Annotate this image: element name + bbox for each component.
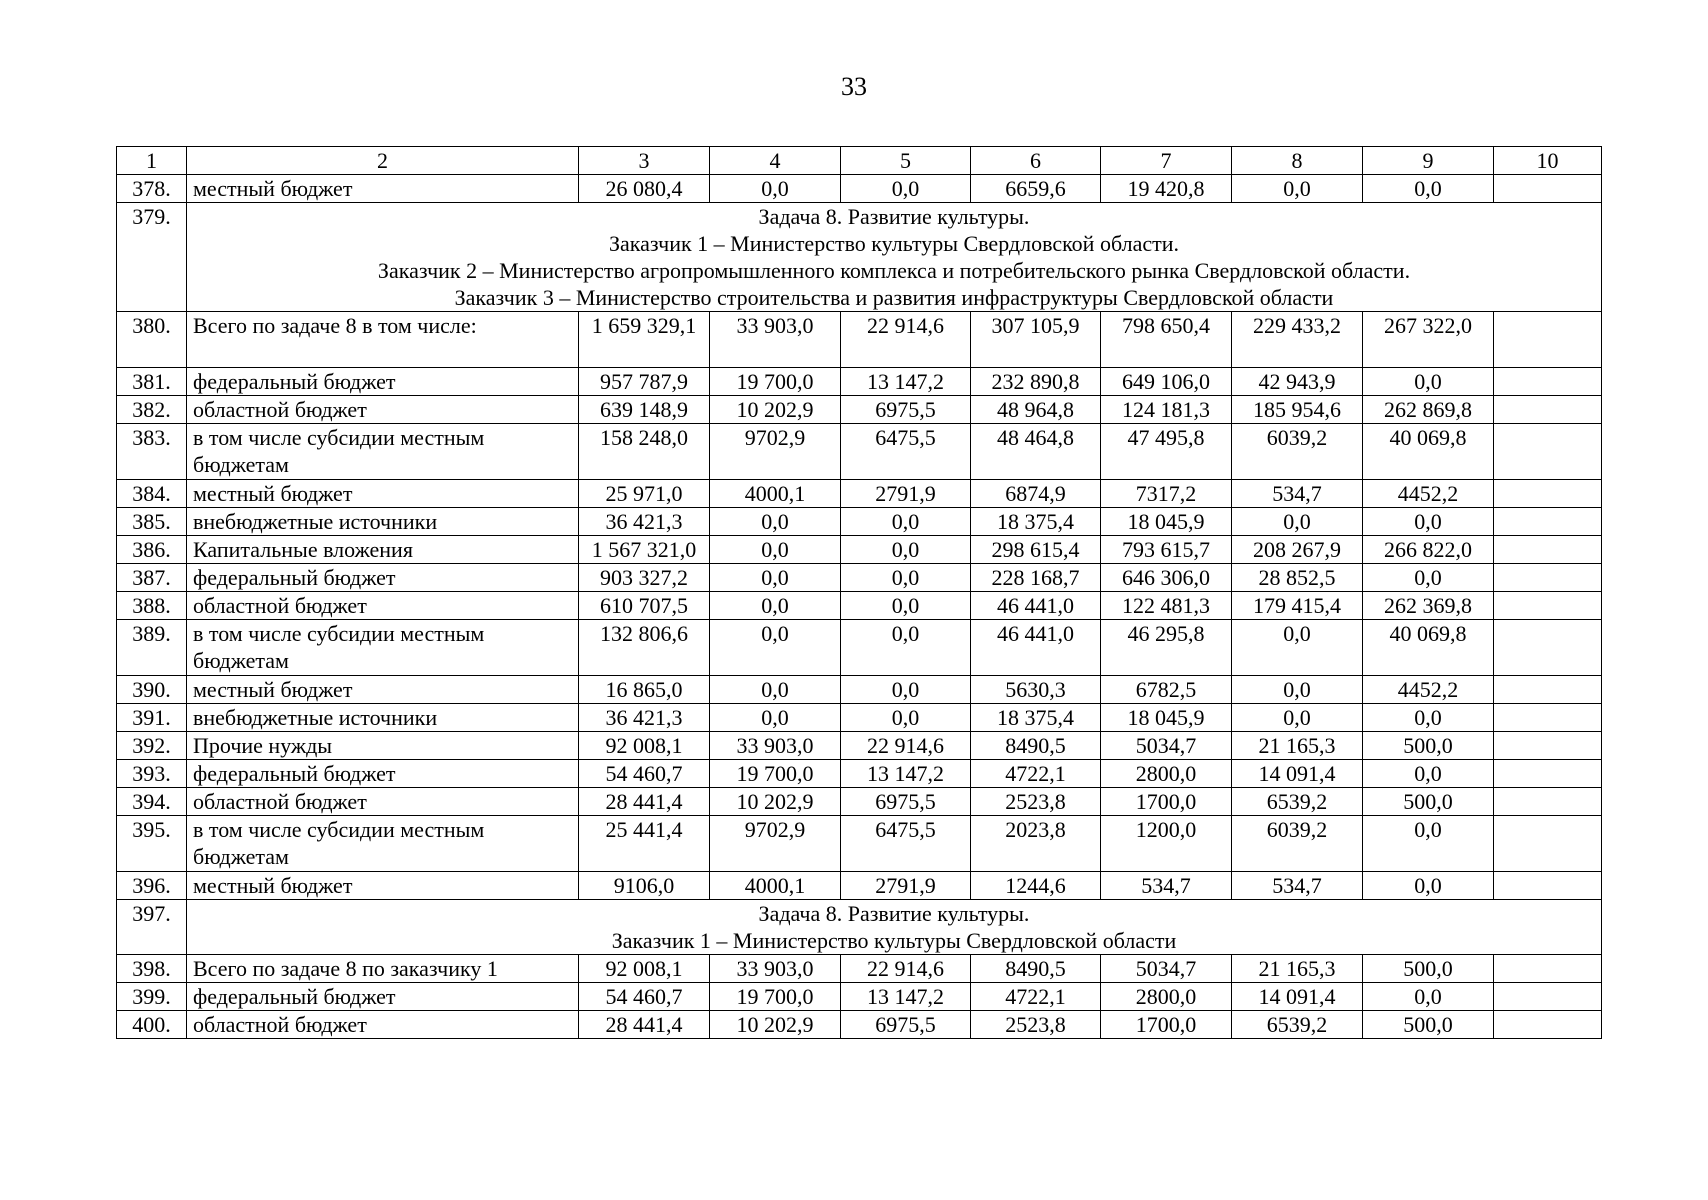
value-cell: 14 091,4 bbox=[1232, 760, 1363, 788]
value-cell: 793 615,7 bbox=[1101, 536, 1232, 564]
row-number: 391. bbox=[117, 704, 187, 732]
row-number: 379. bbox=[117, 203, 187, 312]
row-number: 378. bbox=[117, 175, 187, 203]
table-row bbox=[117, 312, 1602, 368]
table-row bbox=[117, 983, 1602, 1011]
column-header: 7 bbox=[1101, 147, 1232, 175]
row-number: 389. bbox=[117, 620, 187, 676]
value-cell: 610 707,5 bbox=[579, 592, 710, 620]
value-cell: 33 903,0 bbox=[710, 732, 841, 760]
value-cell: 500,0 bbox=[1363, 955, 1494, 983]
row-label: областной бюджет bbox=[187, 1011, 579, 1039]
table-row bbox=[117, 704, 1602, 732]
value-cell: 0,0 bbox=[841, 508, 971, 536]
value-cell: 0,0 bbox=[1232, 676, 1363, 704]
value-cell: 0,0 bbox=[1363, 760, 1494, 788]
value-cell: 40 069,8 bbox=[1363, 424, 1494, 480]
table-row bbox=[117, 872, 1602, 900]
value-cell: 28 441,4 bbox=[579, 788, 710, 816]
value-cell: 0,0 bbox=[1363, 704, 1494, 732]
row-number: 385. bbox=[117, 508, 187, 536]
value-cell: 649 106,0 bbox=[1101, 368, 1232, 396]
value-cell: 28 441,4 bbox=[579, 1011, 710, 1039]
value-cell: 19 700,0 bbox=[710, 760, 841, 788]
value-cell: 36 421,3 bbox=[579, 508, 710, 536]
value-cell: 19 420,8 bbox=[1101, 175, 1232, 203]
value-cell: 2523,8 bbox=[971, 1011, 1101, 1039]
value-cell: 0,0 bbox=[1363, 872, 1494, 900]
row-label: внебюджетные источники bbox=[187, 508, 579, 536]
value-cell: 6782,5 bbox=[1101, 676, 1232, 704]
table-row bbox=[117, 620, 1602, 676]
table-row bbox=[117, 1011, 1602, 1039]
value-cell: 0,0 bbox=[841, 175, 971, 203]
value-cell: 54 460,7 bbox=[579, 983, 710, 1011]
value-cell: 46 441,0 bbox=[971, 592, 1101, 620]
table-row bbox=[117, 564, 1602, 592]
value-cell: 267 322,0 bbox=[1363, 312, 1494, 368]
value-cell: 42 943,9 bbox=[1232, 368, 1363, 396]
value-cell bbox=[1494, 312, 1602, 368]
value-cell: 6975,5 bbox=[841, 396, 971, 424]
value-cell: 0,0 bbox=[710, 536, 841, 564]
value-cell: 19 700,0 bbox=[710, 368, 841, 396]
value-cell: 10 202,9 bbox=[710, 788, 841, 816]
value-cell: 92 008,1 bbox=[579, 732, 710, 760]
value-cell: 4722,1 bbox=[971, 983, 1101, 1011]
value-cell: 0,0 bbox=[710, 508, 841, 536]
table-row bbox=[117, 480, 1602, 508]
column-header: 5 bbox=[841, 147, 971, 175]
section-title bbox=[187, 900, 1602, 955]
value-cell: 18 045,9 bbox=[1101, 704, 1232, 732]
value-cell: 0,0 bbox=[841, 704, 971, 732]
row-number: 386. bbox=[117, 536, 187, 564]
value-cell: 0,0 bbox=[841, 620, 971, 676]
table-row bbox=[117, 175, 1602, 203]
value-cell: 1200,0 bbox=[1101, 816, 1232, 872]
value-cell: 18 045,9 bbox=[1101, 508, 1232, 536]
value-cell bbox=[1494, 760, 1602, 788]
table-row bbox=[117, 592, 1602, 620]
row-label: федеральный бюджет bbox=[187, 983, 579, 1011]
value-cell: 0,0 bbox=[1363, 564, 1494, 592]
table-row bbox=[117, 760, 1602, 788]
table-row bbox=[117, 396, 1602, 424]
row-number: 388. bbox=[117, 592, 187, 620]
value-cell: 1244,6 bbox=[971, 872, 1101, 900]
value-cell: 22 914,6 bbox=[841, 732, 971, 760]
value-cell bbox=[1494, 508, 1602, 536]
value-cell: 4452,2 bbox=[1363, 480, 1494, 508]
value-cell: 500,0 bbox=[1363, 788, 1494, 816]
row-label: Прочие нужды bbox=[187, 732, 579, 760]
value-cell: 500,0 bbox=[1363, 732, 1494, 760]
table-row bbox=[117, 508, 1602, 536]
row-label: Всего по задаче 8 в том числе: bbox=[187, 312, 579, 368]
value-cell: 0,0 bbox=[710, 676, 841, 704]
value-cell: 18 375,4 bbox=[971, 508, 1101, 536]
value-cell: 33 903,0 bbox=[710, 955, 841, 983]
value-cell: 8490,5 bbox=[971, 955, 1101, 983]
value-cell: 0,0 bbox=[1363, 368, 1494, 396]
value-cell: 46 441,0 bbox=[971, 620, 1101, 676]
row-number: 397. bbox=[117, 900, 187, 955]
row-number: 381. bbox=[117, 368, 187, 396]
value-cell: 48 964,8 bbox=[971, 396, 1101, 424]
value-cell: 266 822,0 bbox=[1363, 536, 1494, 564]
value-cell: 5630,3 bbox=[971, 676, 1101, 704]
column-header: 4 bbox=[710, 147, 841, 175]
value-cell bbox=[1494, 564, 1602, 592]
column-header: 10 bbox=[1494, 147, 1602, 175]
value-cell: 0,0 bbox=[841, 536, 971, 564]
value-cell: 18 375,4 bbox=[971, 704, 1101, 732]
column-header: 2 bbox=[187, 147, 579, 175]
row-number: 383. bbox=[117, 424, 187, 480]
value-cell: 2800,0 bbox=[1101, 983, 1232, 1011]
value-cell: 46 295,8 bbox=[1101, 620, 1232, 676]
row-label: местный бюджет bbox=[187, 175, 579, 203]
row-number: 390. bbox=[117, 676, 187, 704]
section-title-row bbox=[117, 900, 1602, 955]
value-cell bbox=[1494, 368, 1602, 396]
value-cell: 298 615,4 bbox=[971, 536, 1101, 564]
value-cell: 21 165,3 bbox=[1232, 732, 1363, 760]
value-cell: 5034,7 bbox=[1101, 955, 1232, 983]
value-cell: 132 806,6 bbox=[579, 620, 710, 676]
row-label: внебюджетные источники bbox=[187, 704, 579, 732]
value-cell: 19 700,0 bbox=[710, 983, 841, 1011]
value-cell: 0,0 bbox=[710, 175, 841, 203]
row-number: 384. bbox=[117, 480, 187, 508]
row-number: 400. bbox=[117, 1011, 187, 1039]
section-title-line: Заказчик 1 – Министерство культуры Свердловской области bbox=[611, 928, 1177, 953]
value-cell: 6039,2 bbox=[1232, 816, 1363, 872]
table-row bbox=[117, 816, 1602, 872]
row-label: областной бюджет bbox=[187, 592, 579, 620]
column-header: 6 bbox=[971, 147, 1101, 175]
value-cell: 262 369,8 bbox=[1363, 592, 1494, 620]
value-cell: 0,0 bbox=[1363, 983, 1494, 1011]
value-cell: 40 069,8 bbox=[1363, 620, 1494, 676]
value-cell: 9702,9 bbox=[710, 816, 841, 872]
table-row bbox=[117, 424, 1602, 480]
value-cell: 534,7 bbox=[1101, 872, 1232, 900]
value-cell: 8490,5 bbox=[971, 732, 1101, 760]
row-number: 393. bbox=[117, 760, 187, 788]
budget-table bbox=[116, 146, 1602, 1039]
table-row bbox=[117, 732, 1602, 760]
value-cell bbox=[1494, 396, 1602, 424]
value-cell: 10 202,9 bbox=[710, 396, 841, 424]
value-cell bbox=[1494, 424, 1602, 480]
value-cell: 28 852,5 bbox=[1232, 564, 1363, 592]
section-title-line: Заказчик 1 – Министерство культуры Свердловской области. bbox=[608, 231, 1179, 256]
value-cell: 25 441,4 bbox=[579, 816, 710, 872]
value-cell: 0,0 bbox=[841, 676, 971, 704]
value-cell: 16 865,0 bbox=[579, 676, 710, 704]
value-cell: 22 914,6 bbox=[841, 955, 971, 983]
value-cell: 48 464,8 bbox=[971, 424, 1101, 480]
row-label: федеральный бюджет bbox=[187, 564, 579, 592]
value-cell bbox=[1494, 872, 1602, 900]
value-cell: 0,0 bbox=[710, 704, 841, 732]
row-number: 387. bbox=[117, 564, 187, 592]
value-cell: 124 181,3 bbox=[1101, 396, 1232, 424]
value-cell: 14 091,4 bbox=[1232, 983, 1363, 1011]
table-row bbox=[117, 536, 1602, 564]
row-number: 399. bbox=[117, 983, 187, 1011]
row-label: областной бюджет bbox=[187, 788, 579, 816]
row-label: местный бюджет bbox=[187, 872, 579, 900]
row-label: местный бюджет bbox=[187, 480, 579, 508]
row-number: 396. bbox=[117, 872, 187, 900]
value-cell bbox=[1494, 816, 1602, 872]
column-header: 3 bbox=[579, 147, 710, 175]
row-label: Капитальные вложения bbox=[187, 536, 579, 564]
value-cell: 639 148,9 bbox=[579, 396, 710, 424]
value-cell: 1700,0 bbox=[1101, 1011, 1232, 1039]
value-cell: 0,0 bbox=[841, 592, 971, 620]
value-cell: 0,0 bbox=[710, 564, 841, 592]
value-cell: 534,7 bbox=[1232, 872, 1363, 900]
value-cell: 1700,0 bbox=[1101, 788, 1232, 816]
value-cell: 47 495,8 bbox=[1101, 424, 1232, 480]
value-cell: 13 147,2 bbox=[841, 368, 971, 396]
value-cell bbox=[1494, 592, 1602, 620]
row-label: местный бюджет bbox=[187, 676, 579, 704]
column-header: 1 bbox=[117, 147, 187, 175]
value-cell: 10 202,9 bbox=[710, 1011, 841, 1039]
value-cell: 21 165,3 bbox=[1232, 955, 1363, 983]
value-cell: 7317,2 bbox=[1101, 480, 1232, 508]
section-title-line: Задача 8. Развитие культуры. bbox=[758, 901, 1030, 926]
value-cell: 4452,2 bbox=[1363, 676, 1494, 704]
value-cell: 4722,1 bbox=[971, 760, 1101, 788]
value-cell: 4000,1 bbox=[710, 872, 841, 900]
row-label: областной бюджет bbox=[187, 396, 579, 424]
value-cell: 36 421,3 bbox=[579, 704, 710, 732]
value-cell: 5034,7 bbox=[1101, 732, 1232, 760]
table-row bbox=[117, 368, 1602, 396]
value-cell: 0,0 bbox=[1232, 175, 1363, 203]
value-cell bbox=[1494, 620, 1602, 676]
value-cell: 25 971,0 bbox=[579, 480, 710, 508]
row-number: 392. bbox=[117, 732, 187, 760]
value-cell: 26 080,4 bbox=[579, 175, 710, 203]
column-header: 8 bbox=[1232, 147, 1363, 175]
section-title bbox=[187, 203, 1602, 312]
value-cell bbox=[1494, 732, 1602, 760]
value-cell: 185 954,6 bbox=[1232, 396, 1363, 424]
value-cell bbox=[1494, 704, 1602, 732]
value-cell: 0,0 bbox=[1363, 508, 1494, 536]
section-title-line: Заказчик 3 – Министерство строительства и развития инфраструктуры Свердловской области bbox=[454, 285, 1334, 310]
value-cell: 6475,5 bbox=[841, 424, 971, 480]
value-cell: 232 890,8 bbox=[971, 368, 1101, 396]
value-cell bbox=[1494, 955, 1602, 983]
value-cell: 2791,9 bbox=[841, 872, 971, 900]
value-cell bbox=[1494, 788, 1602, 816]
value-cell: 307 105,9 bbox=[971, 312, 1101, 368]
row-label: федеральный бюджет bbox=[187, 760, 579, 788]
value-cell: 0,0 bbox=[841, 564, 971, 592]
value-cell: 6039,2 bbox=[1232, 424, 1363, 480]
value-cell bbox=[1494, 983, 1602, 1011]
value-cell: 262 869,8 bbox=[1363, 396, 1494, 424]
value-cell: 33 903,0 bbox=[710, 312, 841, 368]
value-cell: 22 914,6 bbox=[841, 312, 971, 368]
value-cell: 2523,8 bbox=[971, 788, 1101, 816]
row-label: в том числе субсидии местным бюджетам bbox=[187, 816, 579, 872]
row-number: 382. bbox=[117, 396, 187, 424]
value-cell: 6539,2 bbox=[1232, 788, 1363, 816]
value-cell: 0,0 bbox=[1363, 816, 1494, 872]
table-row bbox=[117, 955, 1602, 983]
value-cell: 13 147,2 bbox=[841, 983, 971, 1011]
value-cell: 6539,2 bbox=[1232, 1011, 1363, 1039]
value-cell: 6874,9 bbox=[971, 480, 1101, 508]
column-header: 9 bbox=[1363, 147, 1494, 175]
value-cell: 158 248,0 bbox=[579, 424, 710, 480]
value-cell: 6975,5 bbox=[841, 788, 971, 816]
value-cell: 646 306,0 bbox=[1101, 564, 1232, 592]
value-cell: 13 147,2 bbox=[841, 760, 971, 788]
table-body bbox=[117, 147, 1602, 1039]
table-row bbox=[117, 676, 1602, 704]
row-label: в том числе субсидии местным бюджетам bbox=[187, 620, 579, 676]
value-cell bbox=[1494, 480, 1602, 508]
value-cell: 4000,1 bbox=[710, 480, 841, 508]
value-cell: 179 415,4 bbox=[1232, 592, 1363, 620]
value-cell: 2791,9 bbox=[841, 480, 971, 508]
value-cell: 1 567 321,0 bbox=[579, 536, 710, 564]
value-cell: 0,0 bbox=[1232, 620, 1363, 676]
value-cell: 500,0 bbox=[1363, 1011, 1494, 1039]
row-label: в том числе субсидии местным бюджетам bbox=[187, 424, 579, 480]
row-number: 395. bbox=[117, 816, 187, 872]
section-title-row bbox=[117, 203, 1602, 312]
value-cell: 122 481,3 bbox=[1101, 592, 1232, 620]
value-cell bbox=[1494, 536, 1602, 564]
value-cell: 9106,0 bbox=[579, 872, 710, 900]
value-cell: 6475,5 bbox=[841, 816, 971, 872]
value-cell: 0,0 bbox=[710, 592, 841, 620]
value-cell: 0,0 bbox=[710, 620, 841, 676]
value-cell: 229 433,2 bbox=[1232, 312, 1363, 368]
row-number: 394. bbox=[117, 788, 187, 816]
value-cell: 9702,9 bbox=[710, 424, 841, 480]
value-cell: 92 008,1 bbox=[579, 955, 710, 983]
value-cell bbox=[1494, 175, 1602, 203]
value-cell: 6659,6 bbox=[971, 175, 1101, 203]
value-cell: 0,0 bbox=[1363, 175, 1494, 203]
page-number: 33 bbox=[841, 72, 867, 101]
value-cell: 957 787,9 bbox=[579, 368, 710, 396]
value-cell: 1 659 329,1 bbox=[579, 312, 710, 368]
section-title-line: Заказчик 2 – Министерство агропромышленного комплекса и потребительского рынка Свердловской области. bbox=[377, 258, 1411, 283]
value-cell: 6975,5 bbox=[841, 1011, 971, 1039]
value-cell: 208 267,9 bbox=[1232, 536, 1363, 564]
value-cell: 2800,0 bbox=[1101, 760, 1232, 788]
value-cell: 2023,8 bbox=[971, 816, 1101, 872]
row-label: федеральный бюджет bbox=[187, 368, 579, 396]
section-title-line: Задача 8. Развитие культуры. bbox=[758, 204, 1030, 229]
table-row bbox=[117, 788, 1602, 816]
value-cell bbox=[1494, 676, 1602, 704]
row-number: 380. bbox=[117, 312, 187, 368]
value-cell: 798 650,4 bbox=[1101, 312, 1232, 368]
value-cell: 228 168,7 bbox=[971, 564, 1101, 592]
row-label: Всего по задаче 8 по заказчику 1 bbox=[187, 955, 579, 983]
value-cell: 0,0 bbox=[1232, 508, 1363, 536]
value-cell: 903 327,2 bbox=[579, 564, 710, 592]
row-number: 398. bbox=[117, 955, 187, 983]
value-cell: 534,7 bbox=[1232, 480, 1363, 508]
value-cell bbox=[1494, 1011, 1602, 1039]
value-cell: 0,0 bbox=[1232, 704, 1363, 732]
value-cell: 54 460,7 bbox=[579, 760, 710, 788]
column-header-row bbox=[117, 147, 1602, 175]
